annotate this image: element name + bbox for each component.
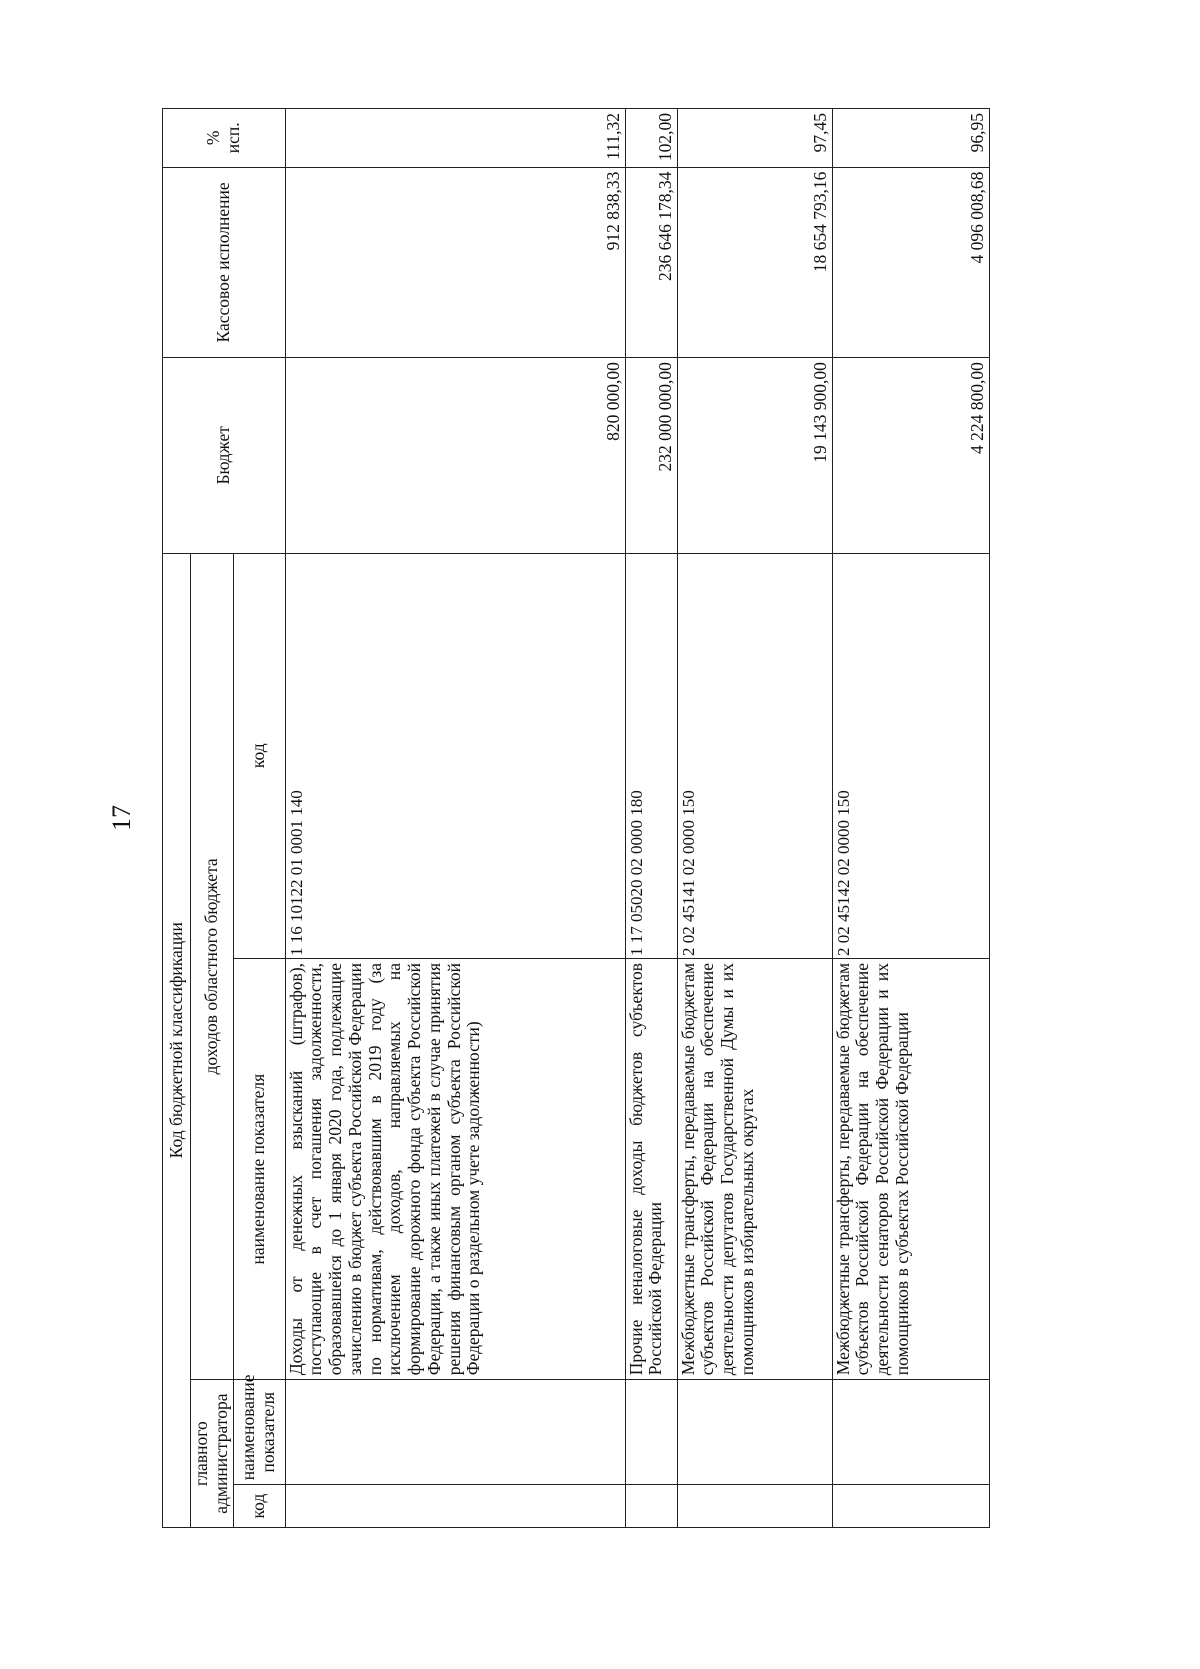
table-row (832, 109, 989, 1528)
budget-table (162, 108, 990, 1528)
percent-cell: 96,95 (832, 109, 989, 168)
header-admin-code: код (233, 1485, 285, 1528)
indicator-name-cell: Доходы от денежных взысканий (штрафов), поступающие в счет погашения задолженности, образовавшейся до 1 января 2020 года, подлежащие зачислению в бюджет субъекта Российской Федерации по нормативам, действовавшим в 2019 году (за исключением доходов, направляемых на формирование дорожного фонда субъекта Российской Федерации, а также иных платежей в случае принятия решения финансовым органом субъекта Российской Федерации о раздельном учете задолженности) (285, 958, 625, 1379)
header-bk-code: Код бюджетной классификации (163, 553, 191, 1527)
table-row (677, 109, 832, 1528)
cash-execution-cell: 236 646 178,34 (625, 167, 677, 357)
budget-cell: 820 000,00 (285, 358, 625, 553)
cash-execution-cell: 4 096 008,68 (832, 167, 989, 357)
percent-cell: 97,45 (677, 109, 832, 168)
admin-name-cell (677, 1380, 832, 1485)
revenue-code-cell: 2 02 45142 02 0000 150 (832, 553, 989, 958)
admin-name-cell (285, 1380, 625, 1485)
percent-cell: 102,00 (625, 109, 677, 168)
indicator-name-cell: Прочие неналоговые доходы бюджетов субъектов Российской Федерации (625, 958, 677, 1379)
header-admin-group: главного администратора (191, 1380, 234, 1528)
rotated-table-wrapper (162, 108, 987, 1528)
revenue-code-cell: 1 17 05020 02 0000 180 (625, 553, 677, 958)
admin-code-cell (677, 1485, 832, 1528)
admin-name-cell (625, 1380, 677, 1485)
header-budget: Бюджет (163, 358, 286, 553)
budget-cell: 19 143 900,00 (677, 358, 832, 553)
budget-cell: 4 224 800,00 (832, 358, 989, 553)
indicator-name-cell: Межбюджетные трансферты, передаваемые бюджетам субъектов Российской Федерации на обеспечение деятельности депутатов Государственной Думы и их помощников в избирательных округах (677, 958, 832, 1379)
header-revenue-group: доходов областного бюджета (191, 553, 234, 1380)
table-row (625, 109, 677, 1528)
revenue-code-cell: 1 16 10122 01 0001 140 (285, 553, 625, 958)
admin-code-cell (285, 1485, 625, 1528)
admin-code-cell (832, 1485, 989, 1528)
revenue-code-cell: 2 02 45141 02 0000 150 (677, 553, 832, 958)
header-admin-name: наименование показателя (233, 1380, 285, 1485)
header-percent: % исп. (163, 109, 286, 168)
cash-execution-cell: 18 654 793,16 (677, 167, 832, 357)
cash-execution-cell: 912 838,33 (285, 167, 625, 357)
page-number: 17 (107, 805, 136, 831)
percent-cell: 111,32 (285, 109, 625, 168)
header-revenue-name: наименование показателя (233, 958, 285, 1379)
header-cash-execution: Кассовое исполнение (163, 167, 286, 357)
admin-code-cell (625, 1485, 677, 1528)
table-row (285, 109, 625, 1528)
header-revenue-code: код (233, 553, 285, 958)
budget-cell: 232 000 000,00 (625, 358, 677, 553)
indicator-name-cell: Межбюджетные трансферты, передаваемые бюджетам субъектов Российской Федерации на обеспечение деятельности сенаторов Российской Федерации и их помощников в субъектах Российской Федерации (832, 958, 989, 1379)
admin-name-cell (832, 1380, 989, 1485)
